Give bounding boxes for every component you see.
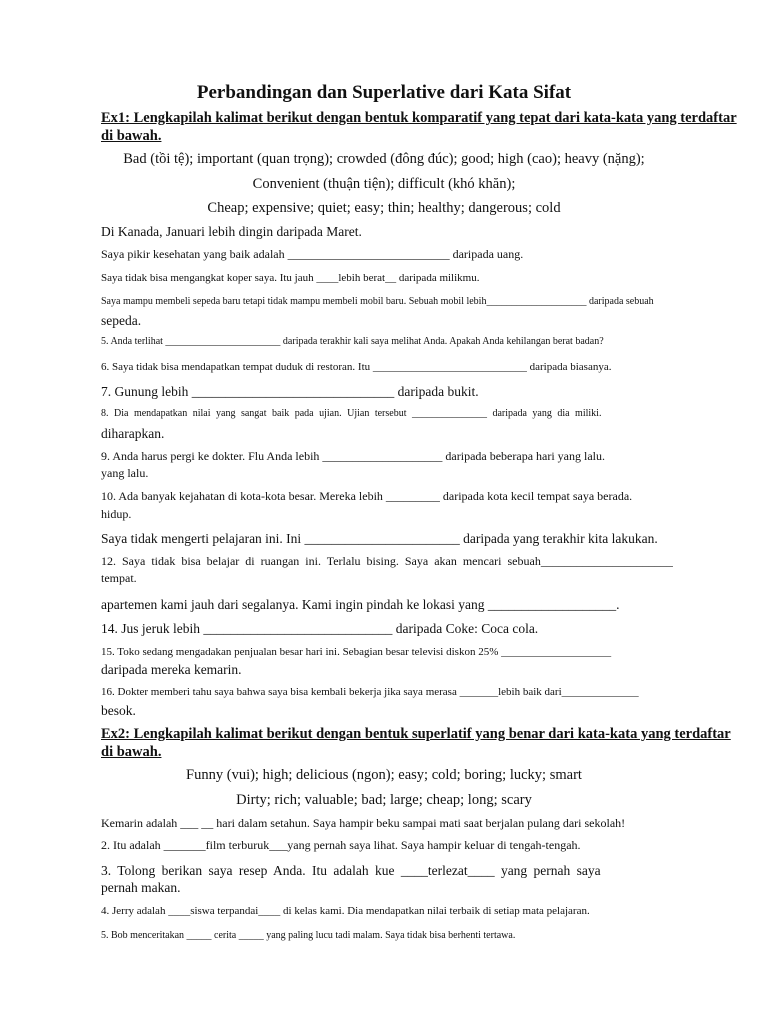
ex1-line: Di Kanada, Januari lebih dingin daripada Maret. [101,224,362,239]
ex2-line: pernah makan. [101,880,181,895]
ex2-line: 4. Jerry adalah ____siswa terpandai____ di kelas kami. Dia mendapatkan nilai terbaik di setiap mata pelajaran. [101,905,590,917]
ex1-line: yang lalu. [101,467,149,480]
page-title: Perbandingan dan Superlative dari Kata Sifat [196,82,572,103]
ex1-line: Saya tidak bisa mengangkat koper saya. Itu jauh ____lebih berat__ daripada milikmu. [101,272,480,284]
ex2-word-list-2: Dirty; rich; valuable; bad; large; cheap; long; scary [236,792,532,808]
ex1-line: 15. Toko sedang mengadakan penjualan besar hari ini. Sebagian besar televisi diskon 25% ____________________ [101,646,612,658]
ex1-line: apartemen kami jauh dari segalanya. Kami ingin pindah ke lokasi yang ___________________. [101,597,620,612]
ex1-line: 16. Dokter memberi tahu saya bahwa saya bisa kembali bekerja jika saya merasa _______lebih baik dari______________ [101,686,639,698]
ex1-line: Saya tidak mengerti pelajaran ini. Ini _______________________ daripada yang terakhir kita lakukan. [101,531,658,546]
ex1-line: 9. Anda harus pergi ke dokter. Flu Anda lebih ____________________ daripada beberapa hari yang lalu. [101,450,605,463]
ex1-heading: Ex1: Lengkapilah kalimat berikut dengan bentuk komparatif yang tepat dari kata-kata yang terdaftar [101,110,737,126]
ex2-heading: Ex2: Lengkapilah kalimat berikut dengan bentuk superlatif yang benar dari kata-kata yang terdaftar [101,726,731,742]
ex1-line: daripada mereka kemarin. [101,662,242,677]
ex1-line: 6. Saya tidak bisa mendapatkan tempat duduk di restoran. Itu ____________________________ daripada biasanya. [101,361,612,373]
ex2-line: 2. Itu adalah _______film terburuk___yang pernah saya lihat. Saya hampir keluar di tengah-tengah. [101,839,581,852]
ex1-line: sepeda. [101,313,142,328]
ex1-line: Saya pikir kesehatan yang baik adalah ___________________________ daripada uang. [101,248,524,261]
ex1-line: 10. Ada banyak kejahatan di kota-kota besar. Mereka lebih _________ daripada kota kecil tempat saya berada. [101,490,633,503]
ex1-line: diharapkan. [101,426,165,441]
ex2-line: 3. Tolong berikan saya resep Anda. Itu adalah kue ____terlezat____ yang pernah saya [101,863,601,878]
ex1-line: tempat. [101,572,137,585]
ex1-line: hidup. [101,508,132,521]
ex1-line: besok. [101,703,136,718]
ex1-word-list-3: Cheap; expensive; quiet; easy; thin; healthy; dangerous; cold [207,200,561,216]
ex1-line: 14. Jus jeruk lebih ____________________________ daripada Coke: Coca cola. [101,621,539,636]
ex2-heading-cont: di bawah. [101,744,162,760]
ex2-word-list-1: Funny (vui); high; delicious (ngon); easy; cold; boring; lucky; smart [186,767,582,783]
ex1-line: 12. Saya tidak bisa belajar di ruangan ini. Terlalu bising. Saya akan mencari sebuah______________________ [101,555,673,568]
ex1-line: Saya mampu membeli sepeda baru tetapi tidak mampu membeli mobil baru. Sebuah mobil lebih____________________ daripada sebuah [101,296,654,307]
ex1-word-list-1: Bad (tồi tệ); important (quan trọng); crowded (đông đúc); good; high (cao); heavy (nặng); [123,151,645,167]
ex1-heading-cont: di bawah. [101,128,162,144]
ex2-line: 5. Bob menceritakan _____ cerita _____ yang paling lucu tadi malam. Saya tidak bisa berhenti tertawa. [101,930,516,941]
ex2-line: Kemarin adalah ___ __ hari dalam setahun. Saya hampir beku sampai mati saat berjalan pulang dari sekolah! [101,817,626,830]
ex1-line: 7. Gunung lebih ______________________________ daripada bukit. [101,384,479,399]
ex1-line: 8. Dia mendapatkan nilai yang sangat baik pada ujian. Ujian tersebut _______________ daripada yang dia miliki. [101,408,602,419]
ex1-line: 5. Anda terlihat _______________________ daripada terakhir kali saya melihat Anda. Apakah Anda kehilangan berat badan? [101,336,604,347]
ex1-word-list-2: Convenient (thuận tiện); difficult (khó khăn); [252,176,516,192]
